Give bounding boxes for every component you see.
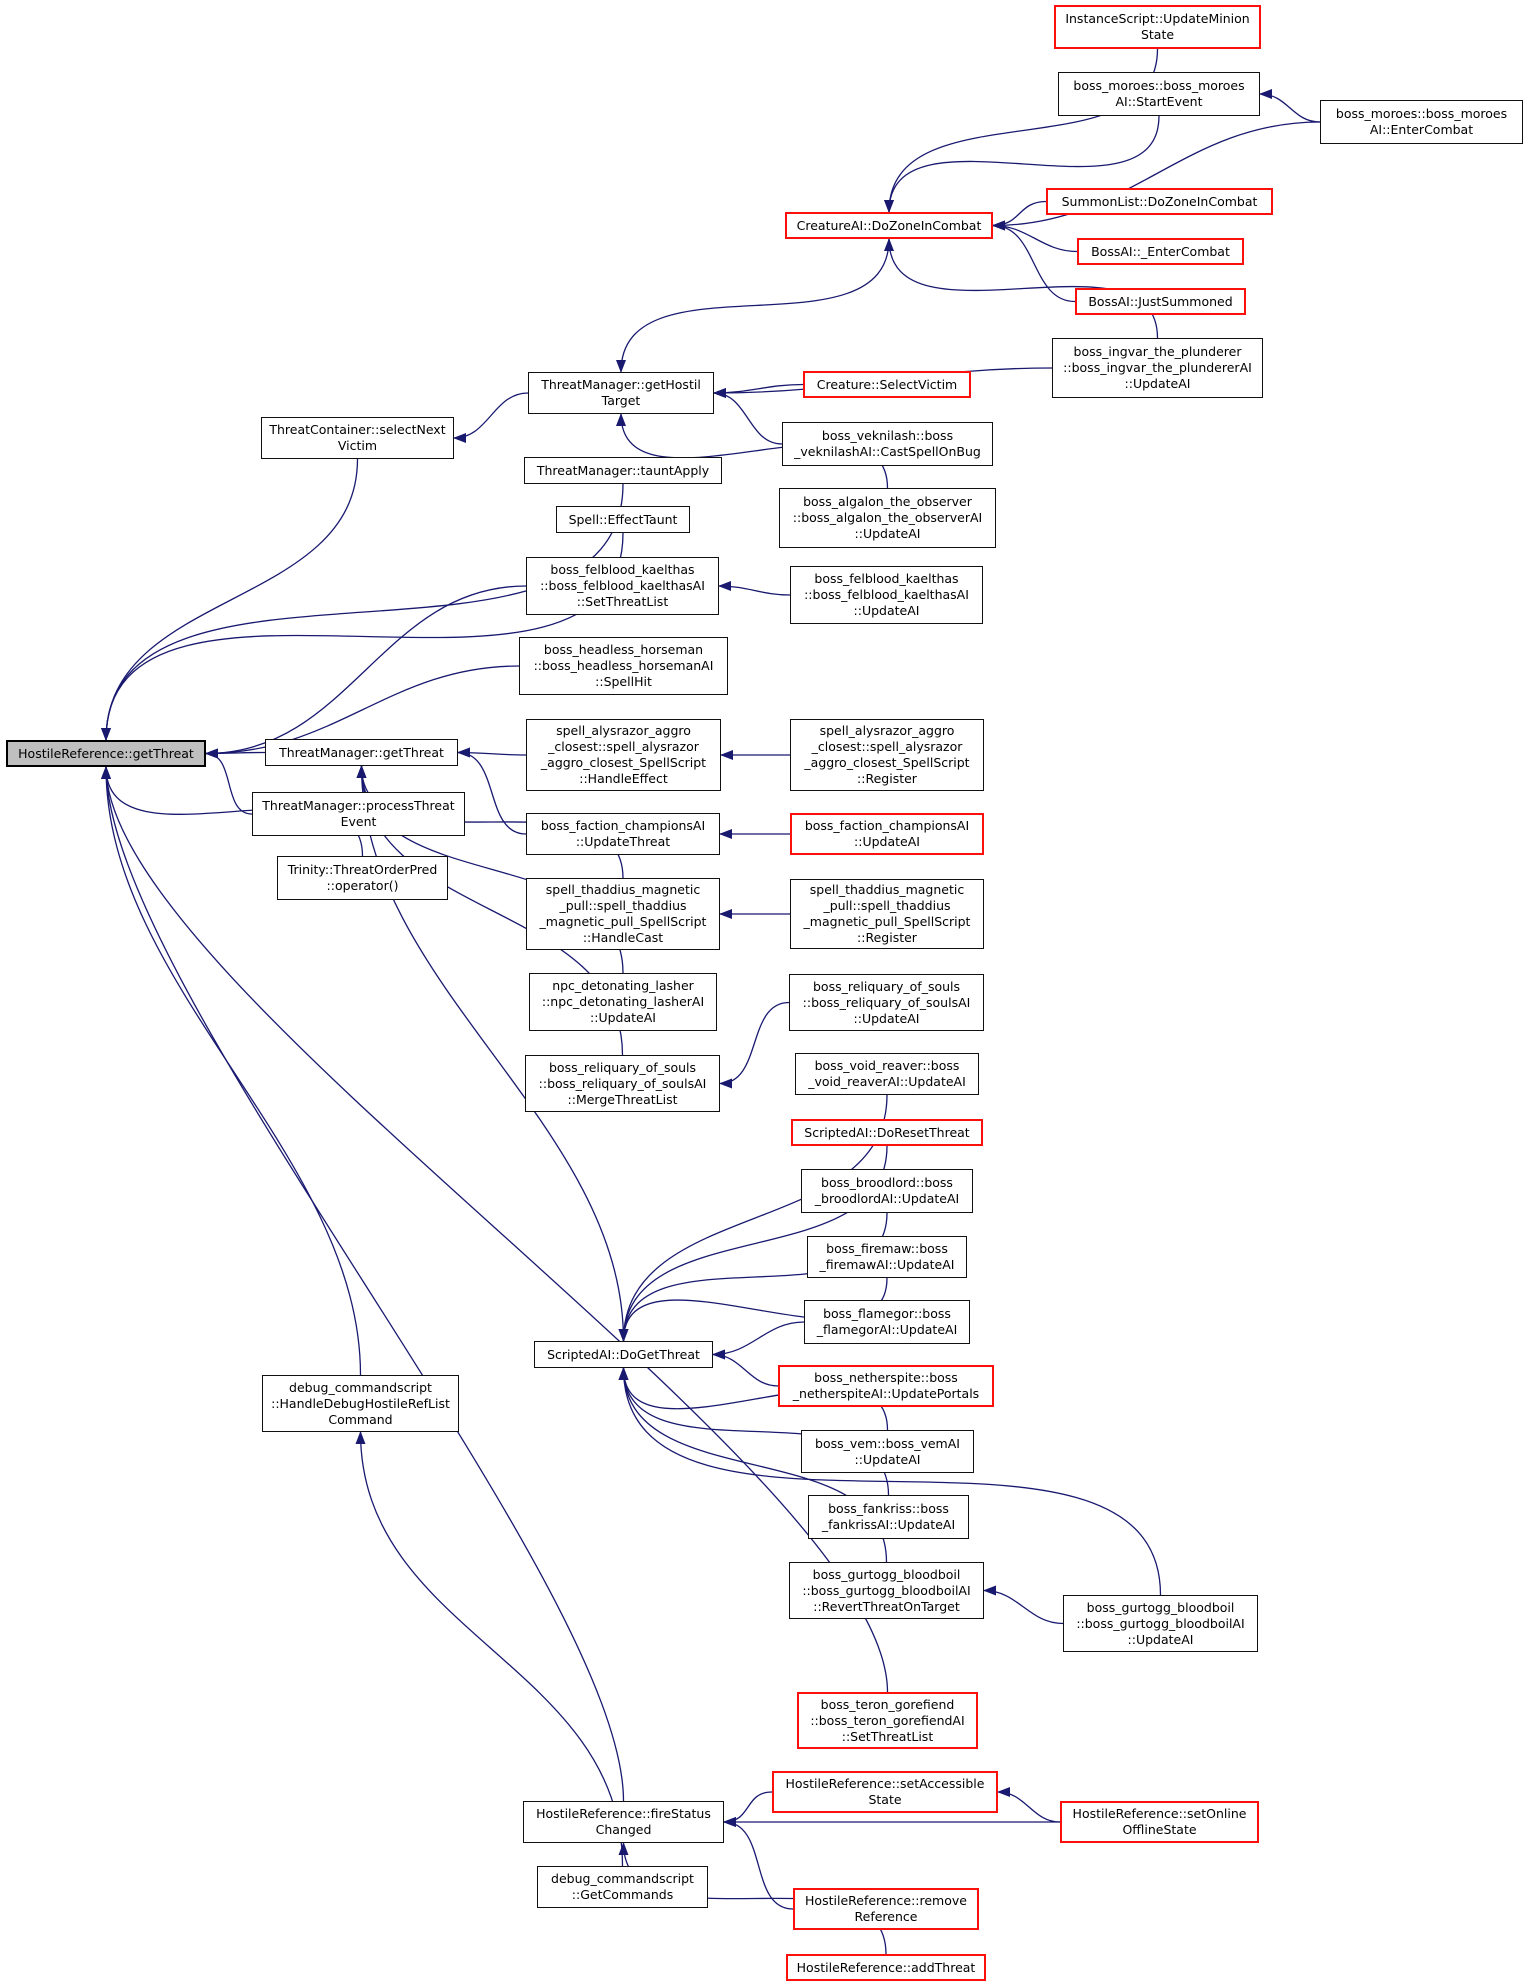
node-label-line: npc_detonating_lasher bbox=[552, 978, 694, 993]
node-setonlineofflinestate[interactable] bbox=[1060, 1801, 1259, 1843]
node-label-line: AI::EnterCombat bbox=[1369, 122, 1474, 137]
node-label-line: ::boss_gurtogg_bloodboilAI bbox=[802, 1582, 971, 1598]
call-edge-bossai-entercombat--creatureai-dozoneincombat bbox=[993, 226, 1077, 252]
node-label-line: debug_commandscript bbox=[289, 1379, 432, 1395]
node-threatorderpred-operator[interactable] bbox=[277, 856, 448, 900]
node-label-line: ::UpdateAI bbox=[590, 1010, 656, 1025]
node-ingvar-updateai[interactable] bbox=[1052, 338, 1263, 398]
node-label-line: ::SetThreatList bbox=[576, 594, 669, 609]
node-label-line: boss_felblood_kaelthas bbox=[814, 571, 959, 586]
call-edge-creatureai-dozoneincombat--gethostiltarget bbox=[621, 239, 889, 372]
node-label-line: ::HandleEffect bbox=[579, 771, 668, 786]
node-label-line: ::UpdateAI bbox=[853, 1010, 920, 1026]
node-label-line: HostileReference::addThreat bbox=[796, 1959, 976, 1975]
node-label-line: _netherspiteAI::UpdatePortals bbox=[792, 1386, 980, 1401]
node-label-line: _pull::spell_thaddius bbox=[823, 898, 951, 913]
node-label-line: boss_gurtogg_bloodboil bbox=[812, 1566, 961, 1582]
node-tauntapply[interactable] bbox=[524, 457, 722, 484]
node-label-line: BossAI::JustSummoned bbox=[1088, 293, 1233, 309]
node-label-line: ::boss_ingvar_the_plundererAI bbox=[1063, 360, 1252, 375]
call-edge-selectnextvictim--getthreat bbox=[106, 459, 358, 740]
node-label-line: State bbox=[1140, 27, 1175, 42]
node-moroes-start-event[interactable] bbox=[1058, 72, 1260, 116]
node-label-line: boss_teron_gorefiend bbox=[820, 1696, 955, 1712]
node-label-line: boss_fankriss::boss bbox=[828, 1501, 949, 1516]
node-label-line: boss_broodlord::boss bbox=[821, 1175, 953, 1190]
node-label-line: _broodlordAI::UpdateAI bbox=[814, 1191, 960, 1206]
call-edge-flamegor-updateai--dogetthreat bbox=[713, 1322, 804, 1355]
node-label-line: Trinity::ThreatOrderPred bbox=[287, 862, 438, 877]
node-label-line: BossAI::_EnterCombat bbox=[1091, 243, 1230, 259]
node-detonating-lasher-updateai[interactable] bbox=[529, 973, 717, 1031]
node-label-line: ::UpdateAI bbox=[853, 603, 920, 618]
node-label-line: boss_algalon_the_observer bbox=[803, 494, 972, 509]
node-thaddius-handlecast[interactable] bbox=[526, 878, 720, 950]
node-label-line: _flamegorAI::UpdateAI bbox=[816, 1322, 958, 1337]
node-label-line: boss_vem::boss_vemAI bbox=[815, 1435, 960, 1451]
call-edge-gurtogg-updateai--gurtogg-revertthreatontarget bbox=[984, 1591, 1063, 1624]
node-algalon-updateai[interactable] bbox=[779, 488, 996, 548]
node-label-line: ThreatManager::processThreat bbox=[262, 798, 455, 813]
node-instance-update-minion-state[interactable] bbox=[1054, 5, 1261, 49]
node-summonlist-dozoneincombat[interactable] bbox=[1046, 188, 1273, 215]
node-label-line: _void_reaverAI::UpdateAI bbox=[808, 1074, 966, 1089]
node-thaddius-register[interactable] bbox=[790, 879, 984, 949]
node-voidreaver-updateai[interactable] bbox=[795, 1053, 979, 1095]
node-flamegor-updateai[interactable] bbox=[804, 1300, 970, 1344]
node-label-line: _firemawAI::UpdateAI bbox=[819, 1257, 955, 1272]
node-label-line: SummonList::DoZoneInCombat bbox=[1061, 193, 1258, 209]
call-edge-teron-setthreatlist--getthreat bbox=[106, 767, 888, 1692]
node-label-line: ::UpdateAI bbox=[854, 1451, 921, 1467]
node-firemaw-updateai[interactable] bbox=[807, 1236, 967, 1278]
node-gurtogg-updateai[interactable] bbox=[1063, 1595, 1258, 1652]
node-teron-setthreatlist[interactable] bbox=[797, 1692, 978, 1749]
node-label-line: ::UpdateThreat bbox=[575, 834, 671, 849]
node-label-line: boss_veknilash::boss bbox=[821, 428, 954, 443]
node-label-line: ::boss_felblood_kaelthasAI bbox=[804, 587, 969, 602]
node-label-line: ::operator() bbox=[326, 878, 399, 893]
call-edge-felblood-updateai--felblood-setthreatlist bbox=[719, 586, 790, 595]
node-label-line: spell_alysrazor_aggro bbox=[556, 723, 691, 738]
node-label-line: ::boss_algalon_the_observerAI bbox=[792, 510, 983, 525]
node-creature-selectvictim[interactable] bbox=[803, 371, 971, 398]
node-label-line: _magnetic_pull_SpellScript bbox=[803, 914, 971, 929]
node-bossai-justsummoned[interactable] bbox=[1075, 288, 1246, 315]
node-label-line: boss_headless_horseman bbox=[543, 642, 704, 657]
node-label-line: ScriptedAI::DoResetThreat bbox=[804, 1124, 970, 1140]
node-fankriss-updateai[interactable] bbox=[808, 1495, 969, 1539]
node-label-line: HostileReference::setAccessible bbox=[785, 1776, 985, 1791]
node-moroes-enter-combat[interactable] bbox=[1320, 100, 1523, 144]
node-label-line: ::boss_gurtogg_bloodboilAI bbox=[1076, 1615, 1245, 1631]
node-label-line: boss_netherspite::boss bbox=[814, 1370, 958, 1385]
call-edge-processthreatevent--getthreat bbox=[206, 754, 252, 815]
node-handledebughostilereflist[interactable] bbox=[262, 1375, 459, 1432]
node-label-line: ::Register bbox=[857, 930, 917, 945]
node-label-line: boss_reliquary_of_souls bbox=[812, 978, 961, 994]
node-dogetthreat[interactable] bbox=[534, 1341, 713, 1368]
node-label-line: HostileReference::getThreat bbox=[18, 745, 194, 761]
node-label-line: _closest::spell_alysrazor bbox=[811, 739, 963, 754]
node-label-line: boss_moroes::boss_moroes bbox=[1073, 78, 1245, 93]
node-label-line: ::boss_teron_gorefiendAI bbox=[810, 1712, 965, 1728]
node-label-line: InstanceScript::UpdateMinion bbox=[1065, 11, 1250, 26]
node-factionchampions-updateai[interactable] bbox=[790, 813, 984, 855]
node-addthreat[interactable] bbox=[786, 1954, 986, 1981]
node-headless-horseman-spellhit[interactable] bbox=[519, 637, 728, 695]
call-edge-netherspite-updateportals--dogetthreat bbox=[713, 1355, 778, 1387]
node-label-line: Changed bbox=[595, 1822, 652, 1837]
node-label-line: boss_flamegor::boss bbox=[823, 1306, 951, 1321]
node-label-line: boss_ingvar_the_plunderer bbox=[1073, 344, 1242, 359]
node-label-line: Command bbox=[328, 1411, 393, 1427]
node-label-line: CreatureAI::DoZoneInCombat bbox=[796, 217, 982, 233]
node-label-line: ::UpdateAI bbox=[854, 834, 920, 849]
node-label-line: boss_faction_championsAI bbox=[804, 818, 970, 833]
node-label-line: _aggro_closest_SpellScript bbox=[540, 755, 707, 770]
node-label-line: ::npc_detonating_lasherAI bbox=[541, 994, 705, 1009]
node-label-line: boss_reliquary_of_souls bbox=[548, 1059, 697, 1075]
node-label-line: Spell::EffectTaunt bbox=[568, 511, 678, 527]
node-label-line: spell_thaddius_magnetic bbox=[545, 882, 701, 897]
node-veknilash-castspellonbug[interactable] bbox=[782, 422, 993, 466]
node-processthreatevent[interactable] bbox=[252, 792, 465, 836]
node-alysrazor-register[interactable] bbox=[790, 719, 984, 791]
node-broodlord-updateai[interactable] bbox=[801, 1169, 973, 1213]
node-label-line: ::RevertThreatOnTarget bbox=[813, 1598, 960, 1614]
node-label-line: ::UpdateAI bbox=[1127, 1631, 1194, 1647]
node-removereference[interactable] bbox=[793, 1888, 979, 1930]
node-label-line: Victim bbox=[337, 438, 378, 453]
call-edge-setaccessiblestate--firestatuschanged bbox=[724, 1792, 772, 1822]
node-label-line: ::UpdateAI bbox=[854, 526, 921, 541]
node-label-line: ::boss_reliquary_of_soulsAI bbox=[538, 1075, 707, 1091]
node-label-line: ::GetCommands bbox=[571, 1887, 674, 1902]
node-selectnextvictim[interactable] bbox=[261, 417, 454, 459]
node-label-line: ::Register bbox=[857, 771, 917, 786]
node-label-line: Reference bbox=[854, 1909, 918, 1924]
node-getthreat[interactable] bbox=[6, 740, 206, 767]
node-label-line: HostileReference::remove bbox=[805, 1893, 967, 1908]
node-label-line: ThreatManager::tauntApply bbox=[536, 462, 710, 478]
node-label-line: boss_firemaw::boss bbox=[826, 1241, 948, 1256]
node-label-line: HostileReference::setOnline bbox=[1072, 1806, 1247, 1821]
node-label-line: ::MergeThreatList bbox=[567, 1091, 678, 1107]
node-felblood-updateai[interactable] bbox=[790, 566, 983, 624]
node-label-line: HostileReference::fireStatus bbox=[536, 1806, 711, 1821]
node-setaccessiblestate[interactable] bbox=[772, 1771, 998, 1813]
node-label-line: ::HandleDebugHostileRefList bbox=[271, 1395, 450, 1411]
node-label-line: ::boss_reliquary_of_soulsAI bbox=[802, 994, 971, 1010]
node-bossai-entercombat[interactable] bbox=[1077, 238, 1244, 265]
node-alysrazor-handleeffect[interactable] bbox=[526, 719, 721, 791]
call-edge-gethostiltarget--selectnextvictim bbox=[454, 393, 528, 438]
node-label-line: Creature::SelectVictim bbox=[816, 376, 958, 392]
node-label-line: ::HandleCast bbox=[582, 930, 664, 945]
node-label-line: ThreatManager::getHostil bbox=[541, 377, 701, 392]
node-felblood-setthreatlist[interactable] bbox=[526, 557, 719, 615]
node-getcommands[interactable] bbox=[537, 1866, 708, 1908]
node-label-line: ThreatManager::getThreat bbox=[279, 744, 444, 760]
node-label-line: ScriptedAI::DoGetThreat bbox=[547, 1346, 700, 1362]
node-gurtogg-revertthreatontarget[interactable] bbox=[789, 1562, 984, 1619]
node-reliquary-mergethreatlist[interactable] bbox=[525, 1055, 720, 1112]
node-label-line: _magnetic_pull_SpellScript bbox=[539, 914, 707, 929]
node-label-line: ::boss_headless_horsemanAI bbox=[533, 658, 714, 673]
node-label-line: _closest::spell_alysrazor bbox=[548, 739, 699, 754]
call-edge-moroes-enter-combat--moroes-start-event bbox=[1260, 94, 1320, 122]
call-edge-removereference--firestatuschanged bbox=[724, 1822, 793, 1909]
node-label-line: boss_moroes::boss_moroes bbox=[1335, 106, 1508, 121]
node-vem-updateai[interactable] bbox=[801, 1430, 974, 1473]
node-creatureai-dozoneincombat[interactable] bbox=[785, 212, 993, 239]
node-label-line: ::UpdateAI bbox=[1124, 376, 1191, 391]
call-edge-veknilash-castspellonbug--gethostiltarget bbox=[714, 393, 782, 444]
node-factionchampions-updatethreat[interactable] bbox=[526, 813, 720, 855]
node-label-line: boss_void_reaver::boss bbox=[814, 1058, 960, 1073]
node-label-line: boss_faction_championsAI bbox=[540, 818, 706, 833]
node-label-line: debug_commandscript bbox=[551, 1871, 694, 1886]
node-label-line: ::SetThreatList bbox=[841, 1728, 934, 1744]
node-threatmanager-getthreat[interactable] bbox=[265, 739, 458, 766]
node-label-line: _veknilashAI::CastSpellOnBug bbox=[794, 444, 981, 459]
call-edge-setonlineofflinestate--setaccessiblestate bbox=[998, 1792, 1060, 1822]
node-firestatuschanged[interactable] bbox=[523, 1801, 724, 1843]
node-label-line: _fankrissAI::UpdateAI bbox=[821, 1517, 956, 1532]
node-label-line: boss_felblood_kaelthas bbox=[550, 562, 695, 577]
node-netherspite-updateportals[interactable] bbox=[778, 1365, 994, 1407]
node-label-line: AI::StartEvent bbox=[1115, 94, 1203, 109]
node-gethostiltarget[interactable] bbox=[528, 372, 714, 414]
call-edge-reliquary-updateai--reliquary-mergethreatlist bbox=[720, 1003, 789, 1084]
node-reliquary-updateai[interactable] bbox=[789, 974, 984, 1031]
node-spell-effecttaunt[interactable] bbox=[556, 506, 690, 533]
node-label-line: _pull::spell_thaddius bbox=[559, 898, 687, 913]
node-label-line: ThreatContainer::selectNext bbox=[269, 422, 446, 437]
node-label-line: spell_thaddius_magnetic bbox=[809, 882, 965, 897]
node-label-line: _aggro_closest_SpellScript bbox=[804, 755, 970, 770]
node-label-line: ::SpellHit bbox=[595, 674, 652, 689]
node-label-line: State bbox=[868, 1792, 902, 1807]
node-label-line: spell_alysrazor_aggro bbox=[819, 723, 955, 738]
node-doresetthreat[interactable] bbox=[791, 1119, 983, 1146]
node-label-line: Target bbox=[601, 393, 641, 408]
node-label-line: Event bbox=[340, 814, 377, 829]
node-label-line: ::boss_felblood_kaelthasAI bbox=[540, 578, 705, 593]
node-label-line: boss_gurtogg_bloodboil bbox=[1086, 1599, 1235, 1615]
node-label-line: OfflineState bbox=[1122, 1822, 1197, 1837]
